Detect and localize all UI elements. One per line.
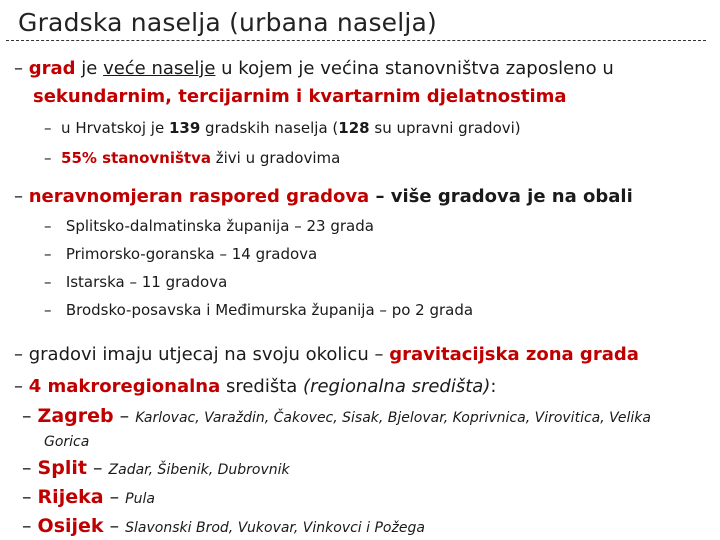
gravitation-text: gradovi imaju utjecaj na svoju okolicu – [28, 344, 390, 365]
center-sep: – [86, 457, 109, 479]
county-item [44, 301, 473, 319]
county-text: Primorsko-goranska – 14 gradova [65, 245, 318, 263]
county-text: Splitsko-dalmatinska županija – 23 grada [65, 217, 374, 235]
bullet-dash: – [44, 301, 52, 319]
distribution-dash: – [369, 186, 391, 207]
center-towns-continued: Gorica [44, 434, 90, 450]
sub-bullet-count [44, 119, 521, 137]
bullet-dash: – [44, 119, 52, 137]
distribution-black: više gradova je na obali [390, 186, 633, 207]
definition-text: u kojem je većina stanovništva zaposleno u [215, 58, 614, 79]
center-sep: – [113, 405, 136, 427]
bullet-dash: – [14, 344, 23, 365]
bullet-grad-definition [14, 58, 614, 79]
county-item [44, 273, 227, 291]
bullet-gravitation [14, 344, 639, 365]
center-rijeka [22, 486, 155, 508]
bullet-distribution [14, 186, 633, 207]
center-sep: – [103, 515, 126, 537]
center-zagreb [22, 405, 651, 427]
center-name: Zagreb [37, 405, 114, 427]
bullet-dash: – [22, 486, 32, 508]
population-text: živi u gradovima [210, 149, 341, 167]
definition-sectors: sekundarnim, tercijarnim i kvartarnim djelatnostima [33, 86, 567, 107]
macroregional-italic: (regionalna središta) [303, 376, 491, 397]
center-towns: Slavonski Brod, Vukovar, Vinkovci i Požega [125, 520, 425, 536]
bullet-dash: – [22, 457, 32, 479]
bullet-dash: – [44, 273, 52, 291]
count-text-post: su upravni gradovi) [369, 119, 521, 137]
count-128: 128 [338, 119, 370, 137]
center-sep: – [103, 486, 126, 508]
macroregional-count: 4 makroregionalna [28, 376, 221, 397]
term-grad: grad [28, 58, 76, 79]
title-divider [6, 40, 706, 41]
county-item [44, 217, 374, 235]
center-towns: Zadar, Šibenik, Dubrovnik [108, 462, 290, 478]
center-split [22, 457, 290, 479]
macroregional-text: središta [220, 376, 304, 397]
bullet-dash: – [44, 245, 52, 263]
gravitation-zone: gravitacijska zona grada [389, 344, 639, 365]
center-osijek [22, 515, 425, 537]
population-share: 55% stanovništva [61, 149, 211, 167]
bullet-dash: – [14, 186, 23, 207]
center-name: Osijek [37, 515, 104, 537]
center-towns: Pula [125, 491, 155, 507]
county-text: Istarska – 11 gradova [65, 273, 228, 291]
sub-bullet-population [44, 149, 340, 167]
bullet-dash: – [22, 405, 32, 427]
county-item [44, 245, 317, 263]
bullet-dash: – [14, 376, 23, 397]
bullet-dash: – [44, 217, 52, 235]
count-text-mid: gradskih naselja ( [200, 119, 339, 137]
count-text-pre: u Hrvatskoj je [61, 119, 169, 137]
macroregional-colon: : [490, 376, 497, 397]
term-vece-naselje: veće naselje [103, 58, 216, 79]
page-title: Gradska naselja (urbana naselja) [18, 8, 438, 37]
bullet-dash: – [14, 58, 23, 79]
center-name: Rijeka [37, 486, 104, 508]
bullet-macroregional [14, 376, 496, 397]
text-je: je [75, 58, 104, 79]
count-139: 139 [168, 119, 201, 137]
distribution-red: neravnomjeran raspored gradova [28, 186, 370, 207]
center-name: Split [37, 457, 87, 479]
bullet-dash: – [44, 149, 52, 167]
center-towns: Karlovac, Varaždin, Čakovec, Sisak, Bjelovar, Koprivnica, Virovitica, Velika [135, 410, 651, 426]
county-text: Brodsko-posavska i Međimurska županija – po 2 grada [65, 301, 474, 319]
bullet-dash: – [22, 515, 32, 537]
